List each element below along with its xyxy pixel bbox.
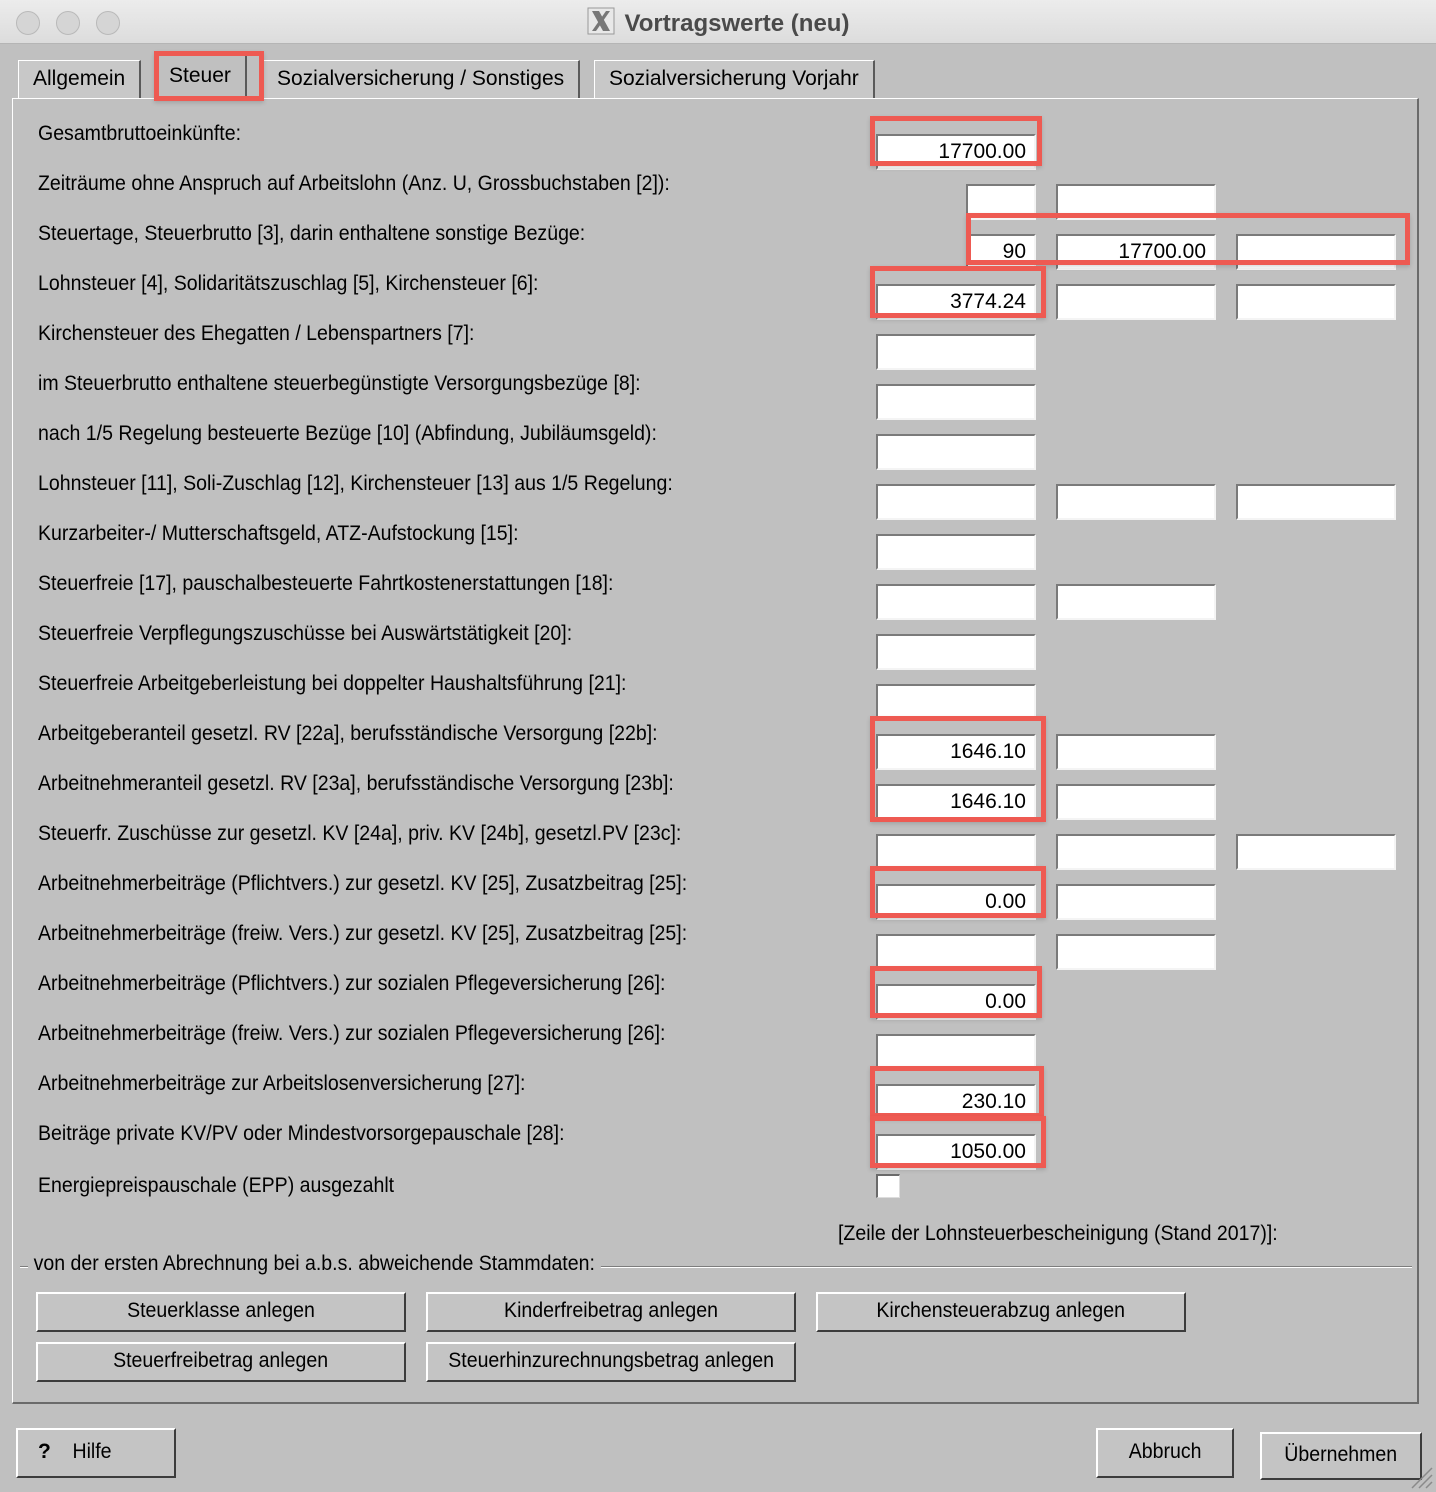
input-field[interactable] (876, 484, 1036, 520)
tab-sozialversicherung-vorjahr[interactable] (594, 60, 875, 98)
input-field[interactable] (876, 434, 1036, 470)
row-label: Gesamtbruttoeinkünfte: (38, 122, 242, 145)
tab-label: Sozialversicherung / Sonstiges (277, 67, 565, 90)
input-field[interactable]: 0.00 (876, 984, 1036, 1020)
button-label: Kirchensteuerabzug anlegen (876, 1299, 1126, 1322)
row-label: Kirchensteuer des Ehegatten / Lebenspartners [7]: (38, 322, 475, 345)
help-label: Hilfe (72, 1440, 112, 1463)
input-field[interactable] (876, 834, 1036, 870)
group-title: von der ersten Abrechnung bei a.b.s. abweichende Stammdaten: (28, 1252, 600, 1276)
input-field[interactable] (1056, 184, 1216, 220)
row-label: Arbeitnehmerbeiträge (freiw. Vers.) zur gesetzl. KV [25], Zusatzbeitrag [25]: (38, 922, 688, 945)
row-label: Arbeitgeberanteil gesetzl. RV [22a], berufsständische Versorgung [22b]: (38, 722, 658, 745)
input-field[interactable] (876, 384, 1036, 420)
window-title: Vortragswerte (neu) (624, 10, 850, 37)
input-field[interactable] (1056, 884, 1216, 920)
row-label: Arbeitnehmerbeiträge (Pflichtvers.) zur sozialen Pflegeversicherung [26]: (38, 972, 666, 995)
input-field[interactable] (1236, 234, 1396, 270)
kirchensteuerabzug-anlegen-button[interactable] (816, 1292, 1186, 1332)
row-label: Arbeitnehmerbeiträge (freiw. Vers.) zur sozialen Pflegeversicherung [26]: (38, 1022, 666, 1045)
input-field[interactable]: 1050.00 (876, 1134, 1036, 1170)
row-label: Kurzarbeiter-/ Mutterschaftsgeld, ATZ-Aufstockung [15]: (38, 522, 519, 545)
title-bar (0, 0, 1436, 44)
input-field[interactable] (1056, 484, 1216, 520)
input-field[interactable] (876, 634, 1036, 670)
input-field[interactable] (1056, 584, 1216, 620)
row-label: Steuertage, Steuerbrutto [3], darin enthaltene sonstige Bezüge: (38, 222, 586, 245)
input-field[interactable]: 1646.10 (876, 784, 1036, 820)
input-field[interactable] (1056, 734, 1216, 770)
tab-label: Sozialversicherung Vorjahr (609, 67, 859, 90)
button-label: Steuerklasse anlegen (127, 1299, 315, 1322)
input-field[interactable]: 3774.24 (876, 284, 1036, 320)
cancel-button[interactable] (1096, 1428, 1234, 1478)
input-field[interactable] (1056, 284, 1216, 320)
input-field[interactable]: 0.00 (876, 884, 1036, 920)
help-icon: ? (38, 1440, 51, 1463)
input-field[interactable]: 90 (966, 234, 1036, 270)
tab-sozialversicherung-sonstiges[interactable] (262, 60, 580, 98)
input-field[interactable]: 1646.10 (876, 734, 1036, 770)
epp-checkbox[interactable] (876, 1174, 900, 1198)
tab-label: Allgemein (33, 67, 126, 90)
input-field[interactable] (876, 934, 1036, 970)
row-label: Steuerfr. Zuschüsse zur gesetzl. KV [24a], priv. KV [24b], gesetzl.PV [23c]: (38, 822, 682, 845)
tab-allgemein[interactable] (18, 60, 141, 98)
input-field[interactable] (966, 184, 1036, 220)
x11-app-icon (587, 7, 615, 35)
row-label: Steuerfreie Arbeitgeberleistung bei doppelter Haushaltsführung [21]: (38, 672, 627, 695)
steuerhinzurechnungsbetrag-anlegen-button[interactable] (426, 1342, 796, 1382)
row-label: Beiträge private KV/PV oder Mindestvorsorgepauschale [28]: (38, 1122, 565, 1145)
tab-label: Steuer (169, 64, 231, 87)
resize-grip-icon[interactable] (1408, 1464, 1434, 1490)
apply-button[interactable] (1260, 1432, 1422, 1480)
button-label: Übernehmen (1284, 1443, 1398, 1466)
kinderfreibetrag-anlegen-button[interactable] (426, 1292, 796, 1332)
row-label: im Steuerbrutto enthaltene steuerbegünstigte Versorgungsbezüge [8]: (38, 372, 641, 395)
footnote-text: [Zeile der Lohnsteuerbescheinigung (Stand 2017)]: (838, 1222, 1278, 1245)
input-field[interactable] (876, 1034, 1036, 1070)
help-button[interactable] (16, 1428, 176, 1478)
row-label: Zeiträume ohne Anspruch auf Arbeitslohn (Anz. U, Grossbuchstaben [2]): (38, 172, 670, 195)
input-field[interactable] (1056, 834, 1216, 870)
row-label: Steuerfreie [17], pauschalbesteuerte Fahrtkostenerstattungen [18]: (38, 572, 614, 595)
steuerklasse-anlegen-button[interactable] (36, 1292, 406, 1332)
row-label: Lohnsteuer [4], Solidaritätszuschlag [5], Kirchensteuer [6]: (38, 272, 539, 295)
epp-label: Energiepreispauschale (EPP) ausgezahlt (38, 1174, 395, 1197)
input-field[interactable] (1056, 934, 1216, 970)
tab-steuer[interactable] (154, 55, 247, 100)
input-field[interactable] (876, 534, 1036, 570)
input-field[interactable] (876, 584, 1036, 620)
row-label: Arbeitnehmeranteil gesetzl. RV [23a], berufsständische Versorgung [23b]: (38, 772, 674, 795)
row-label: Steuerfreie Verpflegungszuschüsse bei Auswärtstätigkeit [20]: (38, 622, 573, 645)
row-label: Arbeitnehmerbeiträge zur Arbeitslosenversicherung [27]: (38, 1072, 526, 1095)
window-title-wrap (0, 7, 1436, 38)
input-field[interactable] (1236, 284, 1396, 320)
button-label: Abbruch (1128, 1440, 1202, 1463)
row-label: Lohnsteuer [11], Soli-Zuschlag [12], Kirchensteuer [13] aus 1/5 Regelung: (38, 472, 673, 495)
input-field[interactable] (876, 684, 1036, 720)
input-field[interactable]: 230.10 (876, 1084, 1036, 1120)
input-field[interactable]: 17700.00 (1056, 234, 1216, 270)
row-label: nach 1/5 Regelung besteuerte Bezüge [10] (Abfindung, Jubiläumsgeld): (38, 422, 657, 445)
steuerfreibetrag-anlegen-button[interactable] (36, 1342, 406, 1382)
button-label: Steuerfreibetrag anlegen (113, 1349, 329, 1372)
row-label: Arbeitnehmerbeiträge (Pflichtvers.) zur gesetzl. KV [25], Zusatzbeitrag [25]: (38, 872, 688, 895)
input-field[interactable] (876, 334, 1036, 370)
input-field[interactable] (1236, 484, 1396, 520)
input-field[interactable] (1056, 784, 1216, 820)
input-field[interactable] (1236, 834, 1396, 870)
button-label: Kinderfreibetrag anlegen (504, 1299, 718, 1322)
button-label: Steuerhinzurechnungsbetrag anlegen (448, 1349, 774, 1372)
input-field[interactable]: 17700.00 (876, 134, 1036, 170)
